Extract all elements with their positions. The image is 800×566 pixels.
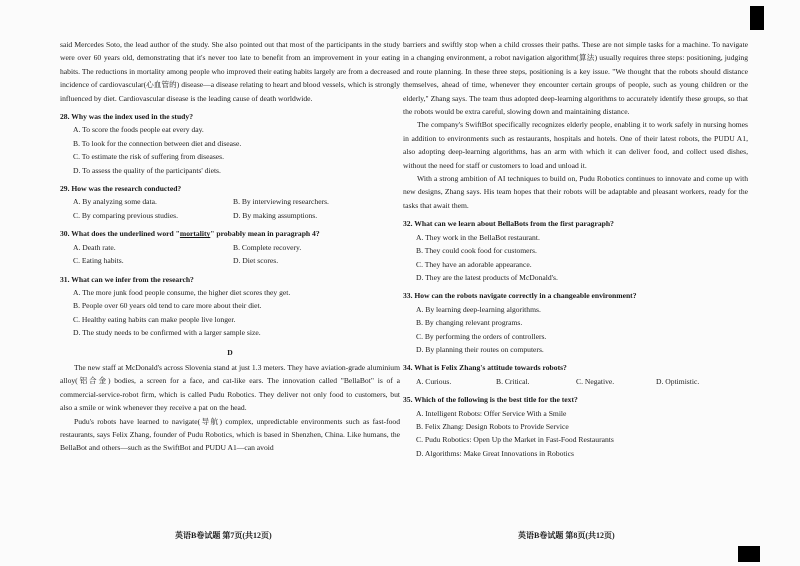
footer-right-page-number: 英语B卷试题 第8页(共12页): [518, 531, 615, 540]
q33-option-d: D. By planning their routes on computers.: [416, 344, 544, 354]
passage-d-paragraph-1: The new staff at McDonald's across Slovenia stand at just 1.3 meters. They have aviation-grade aluminium alloy(铝合金) bodies, a screen for a face, and cat-like ears. The innovation called "BellaBot" is of a commercial-service-robot firm, which is called Pudu Robotics. They deliver not only food to customers, but also a smile or wink whenever they receive a pat on the head.: [60, 362, 400, 413]
footer-left-page-number: 英语B卷试题 第7页(共12页): [175, 531, 272, 540]
q31-option-b: B. People over 60 years old tend to care more about their diet.: [73, 301, 262, 311]
underlined-word: mortality: [179, 229, 211, 239]
q31-option-d: D. The study needs to be confirmed with a larger sample size.: [73, 328, 261, 338]
q30-option-c: C. Eating habits.: [73, 256, 124, 266]
q32-option-a: A. They work in the BellaBot restaurant.: [416, 232, 540, 242]
corner-mark-bottom: [738, 546, 760, 562]
passage-intro: said Mercedes Soto, the lead author of the study. She also pointed out that most of the participants in the study were over 60 years old, demonstrating that it's never too late to benefit from an improvement in your eating habits. The reductions in mortality among people who improved their eating habits largely are from a decreased incidence of cardiovascular(心血管的) disease—a disease relating to heart and blood vessels, which is strongly influenced by diet. Cardiovascular disease is the leading cause of death worldwide.: [60, 40, 400, 103]
q28-option-d: D. To assess the quality of the participants' diets.: [73, 165, 221, 175]
left-column: [60, 38, 400, 455]
question-30: 30. What does the underlined word "mortality" probably mean in paragraph 4?: [60, 229, 320, 239]
q35-option-a: A. Intelligent Robots: Offer Service With a Smile: [416, 408, 567, 418]
q28-option-a: A. To score the foods people eat every day.: [73, 125, 204, 135]
q30-option-d: D. Diet scores.: [233, 256, 279, 266]
question-31: 31. What can we infer from the research?: [60, 274, 194, 284]
q33-option-c: C. By performing the orders of controllers.: [416, 331, 547, 341]
q28-option-c: C. To estimate the risk of suffering from diseases.: [73, 152, 225, 162]
q31-option-c: C. Healthy eating habits can make people live longer.: [73, 314, 236, 324]
question-34: 34. What is Felix Zhang's attitude towards robots?: [403, 363, 567, 373]
corner-mark-top: [750, 6, 764, 30]
question-32: 32. What can we learn about BellaBots from the first paragraph?: [403, 219, 614, 229]
q29-option-d: D. By making assumptions.: [233, 210, 318, 220]
passage-d-paragraph-2: Pudu's robots have learned to navigate(导航) complex, unpredictable environments such as fast-food restaurants, says Felix Zhang, founder of Pudu Robotics, which is based in Shenzhen, China. Like humans, the BellaBot and others—such as the SwiftBot and PUDU A1—can avoid: [60, 416, 400, 453]
question-33: 33. How can the robots navigate correctly in a changeable environment?: [403, 291, 637, 301]
q35-option-b: B. Felix Zhang: Design Robots to Provide Service: [416, 421, 569, 431]
q35-option-c: C. Pudu Robotics: Open Up the Market in Fast-Food Restaurants: [416, 435, 614, 445]
q34-option-a: A. Curious.: [416, 376, 452, 386]
q31-option-a: A. The more junk food people consume, the higher diet scores they get.: [73, 287, 291, 297]
question-28: 28. Why was the index used in the study?: [60, 112, 193, 122]
q32-option-b: B. They could cook food for customers.: [416, 246, 537, 256]
q32-option-c: C. They have an adorable appearance.: [416, 259, 532, 269]
q30-option-a: A. Death rate.: [73, 242, 116, 252]
question-29: 29. How was the research conducted?: [60, 184, 182, 194]
q34-option-d: D. Optimistic.: [656, 376, 700, 386]
passage-d-paragraph-3: barriers and swiftly stop when a child crosses their paths. These are not simple tasks for a machine. To navigate in a changing environment, a robot navigation algorithm(算法) usually requires three steps: positioning, judging and route planning. In these three steps, positioning is a key issue. "We thought that the robots should distance themselves, ahead of time, whenever they encounter certain groups of people, such as young children or the elderly," Zhang says. The team thus adopted deep-learning algorithms to accurately identify these groups, so that the robots would be extra careful, slowing down and maintaining distance.: [403, 40, 748, 117]
q30-option-b: B. Complete recovery.: [233, 242, 302, 252]
q34-option-c: C. Negative.: [576, 376, 615, 386]
right-column: [403, 38, 748, 460]
q29-option-c: C. By comparing previous studies.: [73, 210, 179, 220]
q35-option-d: D. Algorithms: Make Great Innovations in Robotics: [416, 448, 574, 458]
passage-d-paragraph-4: The company's SwiftBot specifically recognizes elderly people, enabling it to work safely in nursing homes in addition to environments such as restaurants, hospitals and hotels. One of their latest robots, the PUDU A1, also adopting deep-learning algorithms, has an arm with which it can deliver food, and collect used dishes, without the need for staff or customers to load and unload it.: [403, 120, 748, 170]
q28-option-b: B. To look for the connection between diet and disease.: [73, 138, 242, 148]
passage-d-paragraph-5: With a strong ambition of AI techniques to build on, Pudu Robotics continues to innovate and come up with new designs, Zhang says. His team hopes that their robots will be adaptable and pleasant workers, ready for the tasks that await them.: [403, 174, 748, 210]
q33-option-a: A. By learning deep-learning algorithms.: [416, 304, 541, 314]
question-35: 35. Which of the following is the best title for the text?: [403, 395, 578, 405]
q32-option-d: D. They are the latest products of McDonald's.: [416, 272, 558, 282]
q29-option-b: B. By interviewing researchers.: [233, 197, 329, 207]
section-heading: D: [227, 347, 233, 357]
q34-option-b: B. Critical.: [496, 376, 530, 386]
q29-option-a: A. By analyzing some data.: [73, 197, 157, 207]
q33-option-b: B. By changing relevant programs.: [416, 318, 523, 328]
